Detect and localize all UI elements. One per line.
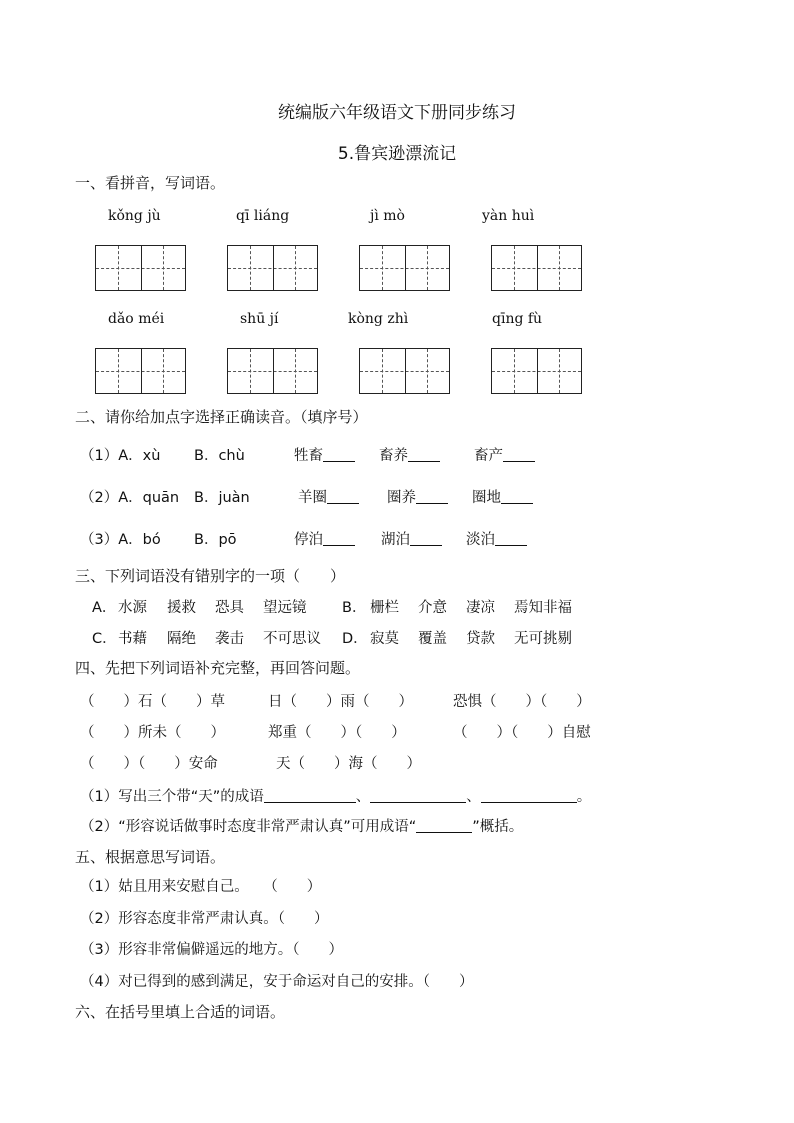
option-b-word-1: 栅栏 (370, 600, 399, 616)
idiom-2-2: 郑重（ ）（ ） (268, 725, 406, 741)
s2-row2-w2: 圈养 (387, 486, 448, 507)
option-a-word-4: 望远镜 (263, 600, 307, 616)
answer-blank[interactable] (501, 489, 533, 504)
pinyin-8: qīng fù (492, 311, 543, 327)
s4-question-2: （2）“形容说话做事时态度非常严肃认真”可用成语“ ”概括。 (80, 819, 524, 835)
s2-row1-w1: 牲畜 (294, 444, 355, 465)
s5-item-3: （3）形容非常偏僻遥远的地方。（ ） (80, 942, 343, 958)
option-d-label: D． (342, 631, 368, 647)
option-a-label: A． (92, 600, 117, 616)
section3-heading: 三、下列词语没有错别字的一项（ ） (75, 567, 346, 585)
s2-row1-w2: 畜养 (379, 444, 440, 465)
section4-heading: 四、先把下列词语补充完整，再回答问题。 (75, 659, 361, 677)
writing-grid-1[interactable] (95, 245, 186, 291)
option-a-word-1: 水源 (118, 600, 147, 616)
s2-row3-w1: 停泊 (294, 528, 355, 549)
option-b-word-3: 凄凉 (466, 600, 495, 616)
s2-row3-w2: 湖泊 (381, 528, 442, 549)
answer-blank[interactable] (416, 489, 448, 504)
answer-blank[interactable] (408, 447, 440, 462)
option-c-word-3: 袭击 (215, 631, 244, 647)
s2-row2-w1: 羊圈 (298, 486, 359, 507)
pinyin-1: kǒng jù (108, 208, 161, 224)
option-d-word-1: 寂莫 (370, 631, 399, 647)
idiom-3-2: 天（ ）海（ ） (276, 756, 421, 772)
writing-grid-8[interactable] (491, 348, 582, 394)
option-c-label: C． (92, 631, 117, 647)
s2-row1-w3: 畜产 (474, 444, 535, 465)
s2-row2-a: （2）A．quān (80, 490, 180, 506)
writing-grid-2[interactable] (227, 245, 318, 291)
answer-blank[interactable] (327, 489, 359, 504)
s2-row2-b: B．juàn (194, 490, 250, 506)
option-b-label: B． (342, 600, 367, 616)
option-b-word-2: 介意 (418, 600, 447, 616)
section1-heading: 一、看拼音，写词语。 (75, 174, 226, 192)
s2-row3-w3: 淡泊 (466, 528, 527, 549)
option-c-word-4: 不可思议 (263, 631, 321, 647)
answer-blank[interactable] (503, 447, 535, 462)
option-c-word-1: 书藉 (118, 631, 147, 647)
option-a-word-3: 恐具 (215, 600, 244, 616)
s5-item-2: （2）形容态度非常严肃认真。（ ） (80, 911, 329, 927)
section6-heading: 六、在括号里填上合适的词语。 (75, 1003, 286, 1021)
option-a-word-2: 援救 (167, 600, 196, 616)
answer-blank[interactable] (481, 788, 577, 803)
writing-grid-3[interactable] (359, 245, 450, 291)
pinyin-4: yàn huì (482, 208, 535, 224)
idiom-2-3: （ ）（ ）自慰 (453, 725, 591, 741)
section5-heading: 五、根据意思写词语。 (75, 848, 226, 866)
option-c-word-2: 隔绝 (167, 631, 196, 647)
s4-question-1: （1）写出三个带“天”的成语 、 、 。 (80, 789, 592, 805)
idiom-1-1: （ ）石（ ）草 (80, 694, 225, 710)
answer-blank[interactable] (410, 531, 442, 546)
pinyin-5: dǎo méi (108, 311, 165, 327)
s2-row1-a: （1）A．xù (80, 448, 161, 464)
s2-row3-a: （3）A．bó (80, 532, 161, 548)
option-d-word-4: 无可挑剔 (514, 631, 572, 647)
writing-grid-7[interactable] (359, 348, 450, 394)
writing-grid-5[interactable] (95, 348, 186, 394)
writing-grid-4[interactable] (491, 245, 582, 291)
section2-heading: 二、请你给加点字选择正确读音。（填序号） (75, 408, 368, 426)
s2-row3-b: B．pō (194, 532, 237, 548)
answer-blank[interactable] (323, 531, 355, 546)
option-d-word-3: 贷款 (466, 631, 495, 647)
lesson-title: 5.鲁宾逊漂流记 (337, 144, 457, 164)
idiom-1-3: 恐惧（ ）（ ） (453, 694, 591, 710)
idiom-1-2: 日（ ）雨（ ） (268, 694, 413, 710)
idiom-2-1: （ ）所未（ ） (80, 725, 225, 741)
writing-grid-6[interactable] (227, 348, 318, 394)
s5-item-1: （1）姑且用来安慰自己。 （ ） (80, 879, 322, 895)
pinyin-3: jì mò (370, 208, 405, 224)
s2-row1-b: B．chù (194, 448, 245, 464)
pinyin-2: qī liáng (236, 208, 290, 224)
pinyin-6: shū jí (240, 311, 279, 327)
answer-blank[interactable] (323, 447, 355, 462)
page-title: 统编版六年级语文下册同步练习 (278, 103, 516, 123)
option-b-word-4: 焉知非福 (514, 600, 572, 616)
idiom-3-1: （ ）（ ）安命 (80, 756, 218, 772)
s5-item-4: （4）对已得到的感到满足，安于命运对自己的安排。（ ） (80, 974, 474, 990)
answer-blank[interactable] (495, 531, 527, 546)
answer-blank[interactable] (370, 788, 466, 803)
answer-blank[interactable] (264, 788, 356, 803)
option-d-word-2: 覆盖 (418, 631, 447, 647)
pinyin-7: kòng zhì (348, 311, 409, 327)
answer-blank[interactable] (416, 818, 472, 833)
s2-row2-w3: 圈地 (472, 486, 533, 507)
